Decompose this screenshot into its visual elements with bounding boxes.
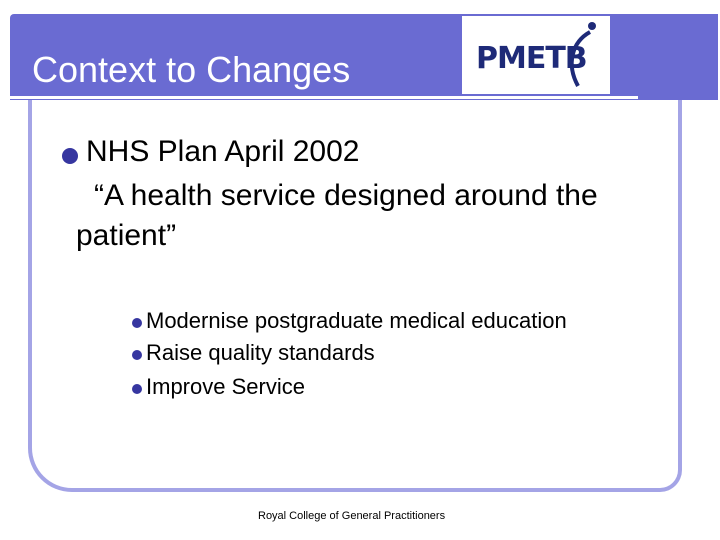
main-bullet-text: NHS Plan April 2002 [86, 135, 360, 168]
logo-swoosh-icon [560, 20, 600, 90]
sub-bullet-text: Improve Service [146, 374, 305, 399]
bullet-icon [62, 148, 78, 164]
title-underline [10, 96, 638, 99]
sub-bullet-icon [132, 384, 142, 394]
footer-text: Royal College of General Practitioners [258, 510, 446, 522]
logo-text: PMETB [476, 41, 587, 76]
sub-bullet-icon [132, 318, 142, 328]
pmetb-logo [462, 16, 610, 94]
quote-line-2: patient” [76, 219, 177, 252]
title-bar [10, 14, 718, 100]
quote-line-1: “A health service designed around the [94, 179, 598, 212]
slide-title: Context to Changes [32, 49, 351, 90]
sub-bullet-text: Modernise postgraduate medical education [146, 308, 567, 333]
sub-bullet-icon [132, 350, 142, 360]
sub-bullet-text: Raise quality standards [146, 340, 375, 365]
